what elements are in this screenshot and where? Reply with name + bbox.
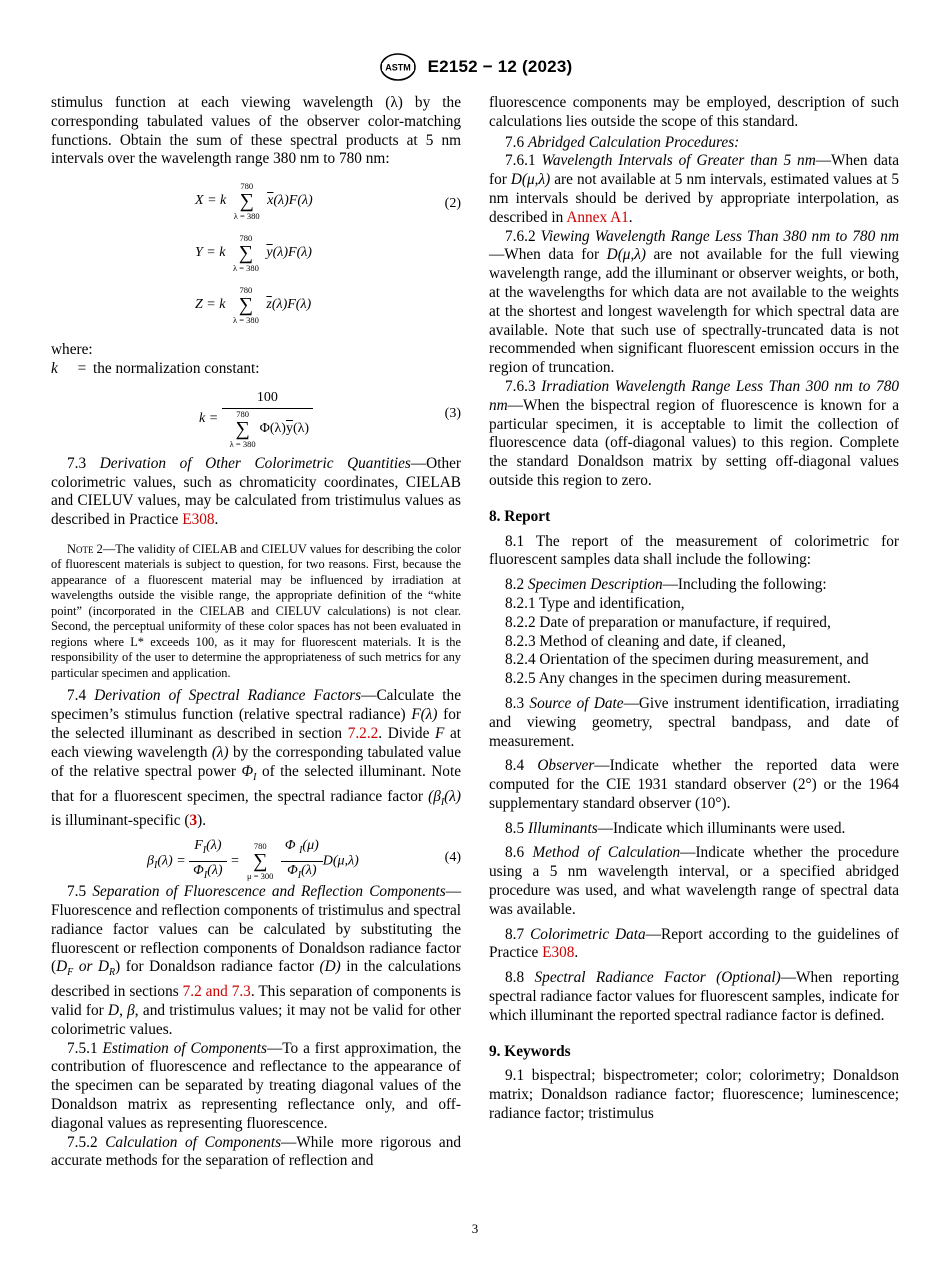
section-9-1: 9.1 bispectral; bispectrometer; color; colorimetry; Donaldson matrix; Donaldson radiance factor; fluorescence; luminescence; radiance factor; tristimulus xyxy=(489,1067,899,1123)
list-item: 8.2.1 Type and identification, xyxy=(505,594,685,612)
section-8-2: 8.2 Specimen Description—Including the following: xyxy=(505,576,827,594)
section-8-3: 8.3 Source of Date—Give instrument identification, irradiating and viewing geometry, spectral bandpass, and date of measurement. xyxy=(489,694,899,750)
section-7-4: 7.4 Derivation of Spectral Radiance Factors—Calculate the specimen’s stimulus function (relative spectral radiance) F(λ) for the selected illuminant as described in section 7.2.2. Divide F at each viewing wavelength (λ) by the corresponding tabulated value of the relative spectral power $\Phi_I$ of the selected illuminant. Note that for a fluorescent specimen, the spectral radiance factor ($\beta_I(\lambda)$ is illuminant-specific (3). xyxy=(51,687,462,830)
list-item: 8.2.5 Any changes in the specimen during measurement. xyxy=(505,670,851,688)
section-8-4: 8.4 Observer—Indicate whether the reported data were computed for the CIE 1931 standard observer (2°) or the 1964 supplementary standard observer (10°). xyxy=(489,757,899,812)
section-8-8: 8.8 Spectral Radiance Factor (Optional)—When reporting spectral radiance factor values for fluorescent samples, indicate for which illuminant the reported spectral radiance factor is defined. xyxy=(489,969,899,1024)
equation-3: k = 100 780 ∑ λ = 380 $\Phi(\lambda)\overline{y}(\lambda)$ (3) xyxy=(199,389,461,449)
document-designation: E2152 − 12 (2023) xyxy=(427,57,573,76)
continued-paragraph: fluorescence components may be employed, description of such calculations lies outside the scope of this standard. xyxy=(489,94,899,130)
where-label: where: xyxy=(51,341,93,359)
e308-link[interactable]: E308 xyxy=(182,511,215,529)
sections-7-2-7-3-link[interactable]: 7.2 and 7.3 xyxy=(182,983,251,1001)
section-8-5: 8.5 Illuminants—Indicate which illuminants were used. xyxy=(505,819,846,837)
svg-text:ASTM: ASTM xyxy=(384,62,411,73)
right-column xyxy=(489,94,899,1124)
section-8-6: 8.6 Method of Calculation—Indicate whether the procedure using a 5 nm wavelength interval, or a specified abridged procedure was used, and what wavelength range of spectral data was available. xyxy=(489,844,899,918)
variable-definition: k = the normalization constant: xyxy=(51,359,260,377)
astm-logo-icon xyxy=(378,52,418,82)
list-item: 8.2.3 Method of cleaning and date, if cleaned, xyxy=(505,632,786,650)
list-item: 8.2.2 Date of preparation or manufacture, if required, xyxy=(505,613,831,631)
equation-2-x: X = k 780 ∑ λ = 380 $\overline{x}(\lambda)F(\lambda)$ (2) xyxy=(195,181,461,222)
section-7-3: 7.3 Derivation of Other Colorimetric Quantities—Other colorimetric values, such as chromaticity coordinates, CIELAB and CIELUV values, may be calculated from tristimulus values as described in Practice E308. xyxy=(51,454,461,529)
section-7-2-2-link[interactable]: 7.2.2 xyxy=(347,725,379,743)
equation-number: (3) xyxy=(444,405,461,421)
intro-paragraph: stimulus function at each viewing wavelength (λ) by the corresponding tabulated values of the observer color-matching functions. Obtain the sum of these spectral products at 5 nm intervals over the wavelength range 380 nm to 780 nm: xyxy=(51,94,461,168)
section-7-5-2: 7.5.2 Calculation of Components—While more rigorous and accurate methods for the separation of reflection and xyxy=(51,1133,461,1170)
section-7-6-3: 7.6.3 Irradiation Wavelength Range Less Than 300 nm to 780 nm—When the bispectral region of fluorescence is known for a particular specimen, it is acceptable to limit the collection of fluorescence data (off-diagonal values) to this region. Complete the standard Donaldson matrix by setting off-diagonal values outside this region to zero. xyxy=(489,377,900,489)
equation-4: $\beta_I(\lambda)$ = $\frac{F_I(\lambda)}{\Phi_I(\lambda)}$ = 780 ∑ μ = 300 $\frac{\Phi _I(\mu)}{\Phi_I(\lambda)}$ D(μ,λ) (4) xyxy=(147,838,461,882)
section-7-6-1: 7.6.1 Wavelength Intervals of Greater than 5 nm—When data for D(μ,λ) are not available at 5 nm intervals, estimated values at 5 nm intervals should be derived by appropriate interpolation, as described in Annex A1. xyxy=(489,152,900,226)
e308-link[interactable]: E308 xyxy=(542,944,575,962)
heading-keywords: 9. Keywords xyxy=(489,1042,571,1060)
section-8-7: 8.7 Colorimetric Data—Report according to the guidelines of Practice E308. xyxy=(489,925,900,962)
section-7-6: 7.6 Abridged Calculation Procedures: xyxy=(505,133,740,151)
page-number: 3 xyxy=(471,1221,479,1236)
equation-2-z: Z = k 780 ∑ λ = 380 $\overline{z}(\lambda)F(\lambda)$ xyxy=(195,285,312,326)
left-column xyxy=(51,94,461,1171)
section-8-1: 8.1 The report of the measurement of colorimetric for fluorescent samples data shall include the following: xyxy=(489,532,899,569)
equation-number: (2) xyxy=(444,196,461,212)
section-7-5-1: 7.5.1 Estimation of Components—To a first approximation, the contribution of fluorescence and reflectance to the appearance of the specimen can be separated by treating diagonal values of the Donaldson matrix as representing reflectance only, and off-diagonal values as representing fluorescence. xyxy=(51,1039,461,1132)
heading-report: 8. Report xyxy=(489,507,551,525)
equation-number: (4) xyxy=(444,850,461,866)
note-2: Note 2—The validity of CIELAB and CIELUV values for describing the color of fluorescent materials is subject to question, for two reasons. First, because the appearance of a fluorescent material may be influenced by irradiation at wavelengths outside the visible range, the appropriate definition of the “white point” (incorporated in the CIELAB and CIELUV calculations) is not clear. Second, the perceptual uniformity of these color spaces has not been evaluated in regions where L* exceeds 100, as it may for fluorescent materials. It is the responsibility of the user to determine the appropriateness of such metrics for any particular specimen and application. xyxy=(51,541,461,680)
page-header xyxy=(0,52,950,82)
section-7-5: 7.5 Separation of Fluorescence and Reflection Components—Fluorescence and reflection components of tristimulus and spectral radiance factor values can be calculated by substituting the fluorescent or reflection components of Donaldson radiance factor ($D_F$ or $D_R$) for Donaldson radiance factor (D) in the calculations described in sections 7.2 and 7.3. This separation of components is valid for D, β, and tristimulus values; it may not be valid for other colorimetric values. xyxy=(51,883,462,1038)
equation-2-y: Y = k 780 ∑ λ = 380 $\overline{y}(\lambda)F(\lambda)$ xyxy=(195,233,312,274)
annex-a1-link[interactable]: Annex A1 xyxy=(566,208,629,226)
section-7-6-2: 7.6.2 Viewing Wavelength Range Less Than 380 nm to 780 nm—When data for D(μ,λ) are not available for the full viewing wavelength range, add the illuminant or observer weights, or both, at the wavelengths for which data are not available to the weights at the shortest and longest wavelength for which spectral data are available. Note that such use of spectrally-truncated data is not recommended when significant fluorescent emission occurs in the region of truncation. xyxy=(489,227,899,377)
list-item: 8.2.4 Orientation of the specimen during measurement, and xyxy=(505,651,869,669)
reference-3-link[interactable]: 3 xyxy=(189,812,198,830)
